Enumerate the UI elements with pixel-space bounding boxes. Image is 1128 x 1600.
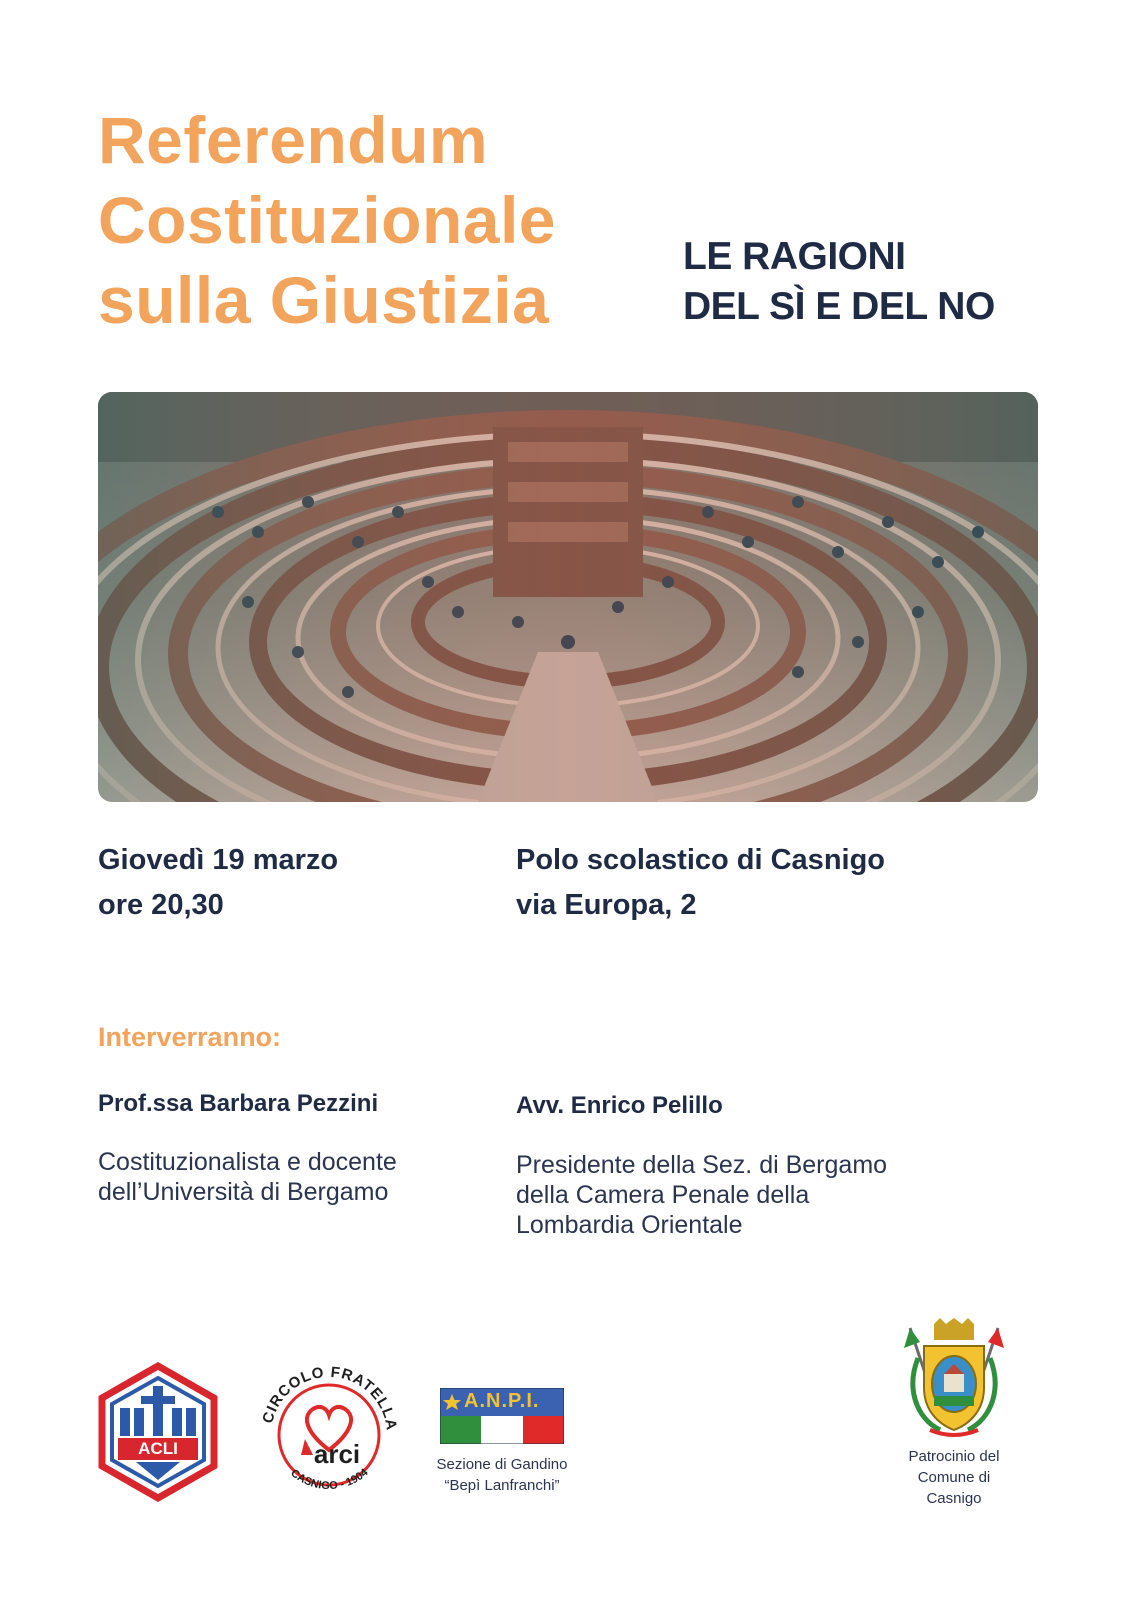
anpi-logo: [440, 1388, 564, 1444]
subtitle-line-2: DEL SÌ E DEL NO: [683, 285, 995, 328]
main-title-line-1: Referendum: [98, 103, 489, 177]
acli-logo-text: ACLI: [138, 1439, 178, 1458]
arci-circolo-fratellanza-logo: [255, 1355, 403, 1505]
parliament-hall-photo: [98, 392, 1038, 802]
anpi-logo-text: A.N.P.I.: [464, 1390, 540, 1412]
speakers-heading: Interverranno:: [98, 1022, 282, 1052]
acli-hexagon-icon: [96, 1362, 220, 1502]
arci-bottom-text: CASNIGO - 1904: [288, 1466, 371, 1493]
speaker-1-desc-line-2: dell’Università di Bergamo: [98, 1178, 389, 1206]
arci-ring-text: CIRCOLO FRATELLA: [259, 1363, 401, 1433]
subtitle-line-1: LE RAGIONI: [683, 235, 906, 278]
acli-logo: [96, 1362, 220, 1502]
subtitle: [683, 232, 1083, 332]
event-venue: Polo scolastico di Casnigo: [516, 844, 886, 876]
main-title: [98, 100, 658, 340]
comune-caption-line-2: Comune di: [917, 1469, 991, 1486]
parliament-hall-illustration: [98, 392, 1038, 802]
main-title-line-2: Costituzionale: [98, 183, 557, 257]
speaker-2-name: Avv. Enrico Pelillo: [516, 1092, 723, 1119]
event-time: ore 20,30: [98, 889, 224, 921]
speaker-2-description: [516, 1150, 887, 1240]
coat-of-arms-icon: [900, 1318, 1008, 1442]
anpi-caption: [416, 1454, 588, 1496]
anpi-caption-line-1: Sezione di Gandino: [436, 1456, 568, 1473]
event-date: Giovedì 19 marzo: [98, 844, 339, 876]
event-location: [516, 838, 885, 928]
speaker-2-desc-line-3: Lombardia Orientale: [516, 1211, 743, 1239]
comune-caption-line-1: Patrocinio del: [908, 1448, 1000, 1465]
speaker-1-description: [98, 1147, 397, 1207]
event-address: via Europa, 2: [516, 889, 697, 921]
arci-brand-text: arci: [313, 1439, 361, 1469]
speaker-1-desc-line-1: Costituzionalista e docente: [98, 1148, 397, 1176]
comune-caption-line-3: Casnigo: [926, 1490, 982, 1507]
anpi-caption-line-2: “Bepì Lanfranchi”: [444, 1477, 560, 1494]
speaker-2-desc-line-2: della Camera Penale della: [516, 1181, 810, 1209]
event-datetime: [98, 838, 338, 928]
arci-ring-icon: [255, 1355, 403, 1505]
speaker-1-name: Prof.ssa Barbara Pezzini: [98, 1090, 379, 1117]
comune-caption: [884, 1446, 1024, 1509]
comune-casnigo-crest: [900, 1318, 1008, 1442]
main-title-line-3: sulla Giustizia: [98, 263, 550, 337]
speaker-2-desc-line-1: Presidente della Sez. di Bergamo: [516, 1151, 888, 1179]
